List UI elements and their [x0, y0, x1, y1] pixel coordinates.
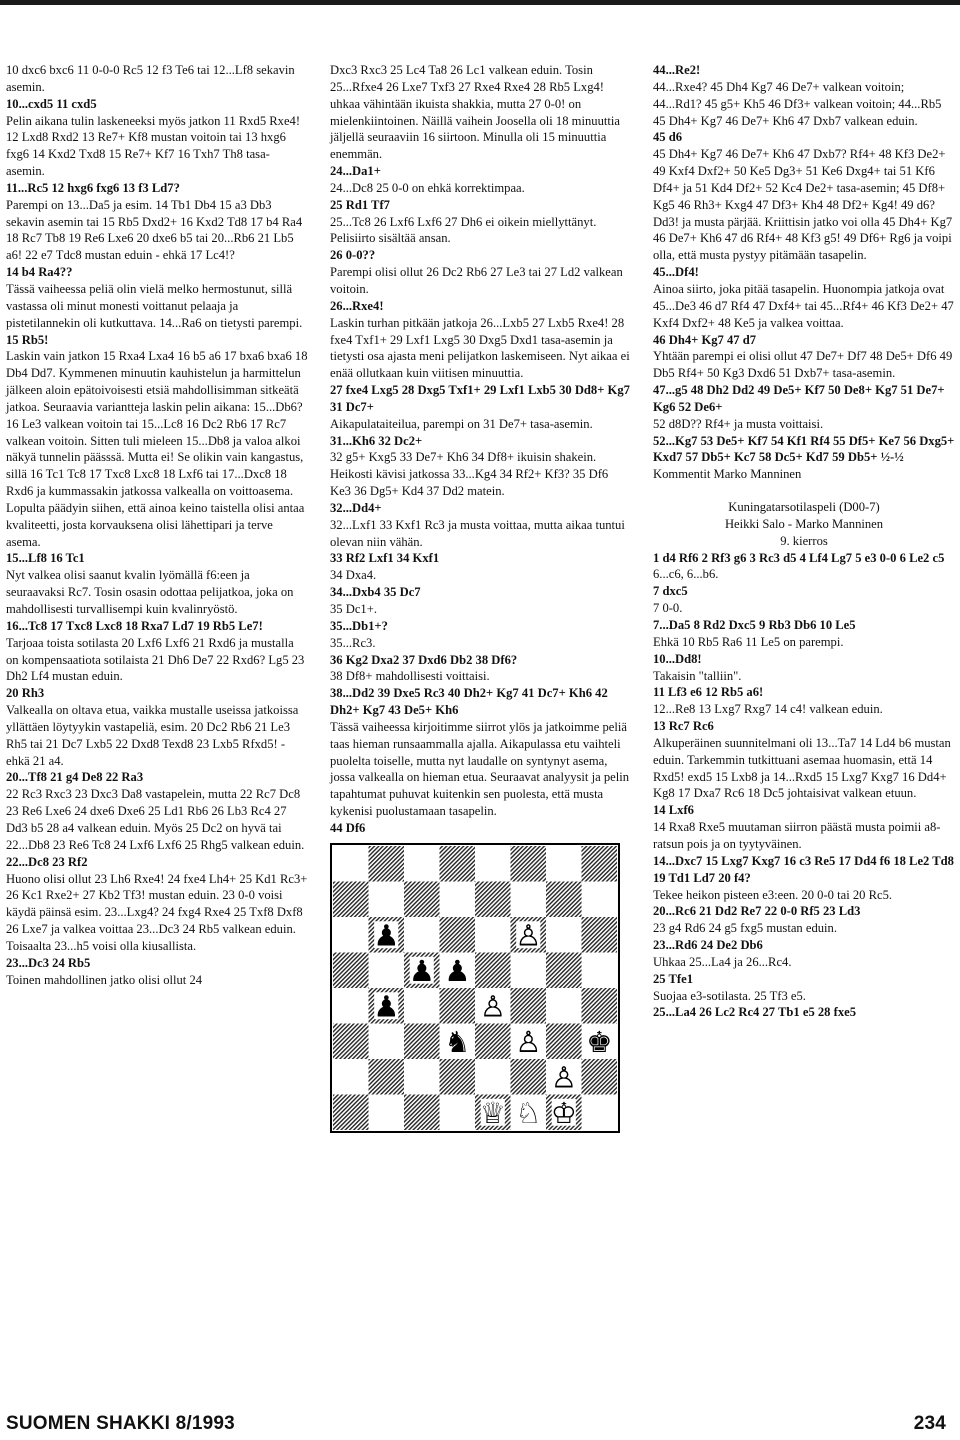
- commentary-paragraph: Parempi on 13...Da5 ja esim. 14 Tb1 Db4 15 a3 Db3 sekavin asemin tai 15 Rb5 Dxd2+ 16 Kxd2 Td8 17 b4 Ra4 18 Rc7 Tb8 19 Re6 Lxe6 20 dxe6 b5 tai 20...Rb6 21 Lb5 a6! 22 e7 Tdc8 mustan eduin - ehkä 17 Lc4!?: [6, 197, 303, 263]
- commentary-paragraph: Suojaa e3-sotilasta. 25 Tf3 e5.: [653, 988, 806, 1003]
- move-line: 27 fxe4 Lxg5 28 Dxg5 Txf1+ 29 Lxf1 Lxb5 30 Dd8+ Kg7 31 Dc7+: [330, 383, 630, 414]
- commentary-paragraph: Dxc3 Rxc3 25 Lc4 Ta8 26 Lc1 valkean eduin. Tosin 25...Rfxe4 26 Lxe7 Txf3 27 Rxe4 Rxe4 28 Rb5 Lxg4! uhkaa vähintään ikuista shakkia, mutta 27 0-0! on mielenkiintoinen. Näillä vaihein Joosella oli 18 minuuttia jäljellä seuraaviin 16 siirtoon. Minulla oli 15 minuuttia enemmän.: [330, 63, 620, 162]
- chess-piece-e1-icon: ♕: [479, 1095, 506, 1130]
- text-column-3: [653, 62, 955, 1021]
- dark-square: [404, 881, 440, 917]
- commentary-paragraph: Ehkä 10 Rb5 Ra6 11 Le5 on parempi.: [653, 634, 844, 649]
- move-line: 26...Rxe4!: [330, 298, 384, 313]
- dark-square: [582, 988, 618, 1024]
- move-line: 35...Db1+?: [330, 618, 388, 633]
- commentary-paragraph: 44...Rxe4? 45 Dh4 Kg7 46 De7+ valkean voitoin; 44...Rd1? 45 g5+ Kh5 46 Df3+ valkean voitoin; 44...Rb5 45 Dh4+ Kg7 46 De7+ Kh6 47 Dxb7 valkean eduin.: [653, 79, 942, 128]
- commentary-paragraph: 24...Dc8 25 0-0 on ehkä korrektimpaa.: [330, 180, 525, 195]
- move-line: 22...Dc8 23 Rf2: [6, 854, 88, 869]
- move-line: 32...Dd4+: [330, 500, 382, 515]
- move-line: 20...Tf8 21 g4 De8 22 Ra3: [6, 770, 144, 785]
- dark-square: [546, 952, 582, 988]
- commentary-paragraph: Uhkaa 25...La4 ja 26...Rc4.: [653, 954, 792, 969]
- commentary-paragraph: 7 0-0.: [653, 601, 683, 616]
- dark-square: [475, 881, 511, 917]
- commentary-paragraph: 22 Rc3 Rxc3 23 Dxc3 Da8 vastapelein, mutta 22 Rc7 Dc8 23 Re6 Lxe6 24 dxe6 Dxe6 25 Ld1 Rb6 26 Lb3 Rc4 27 Dd3 b5 28 a4 valkean eduin. Myös 25 Dc2 on hyvä tai 22...Db8 23 Re6 Tc8 24 Lxf6 Lxf6 25 Rhg5 valkean eduin.: [6, 787, 305, 852]
- move-line: 26 0-0??: [330, 248, 376, 263]
- commentary-paragraph: Kommentit Marko Manninen: [653, 467, 802, 482]
- commentary-paragraph: Valkealla on oltava etua, vaikka mustalle useissa jatkoissa yllättäen löytyykin vastapeliä, esim. 20 Dc2 Rb6 21 Le3 Rh5 tai 21 Dc7 Lxb5 22 Dxd8 Texd8 23 Lxb5 Rfxd5! - ehkä 21 a4.: [6, 703, 299, 768]
- dark-square: [475, 1023, 511, 1059]
- move-line: 23...Rd6 24 De2 Db6: [653, 938, 763, 953]
- dark-square: [404, 1023, 440, 1059]
- dark-square: [333, 1094, 369, 1130]
- commentary-paragraph: 23 g4 Rd6 24 g5 fxg5 mustan eduin.: [653, 921, 837, 936]
- commentary-paragraph: Tässä vaiheessa kirjoitimme siirrot ylös ja jatkoimme peliä taas hieman runsaammalla ajalla. Aikapulassa etu vaihteli puolelta toiselle, mutta nyt laudalle on syntynyt asema, jossa valkealla on hieman etua. Seuraavat analyysit ja pelin tapahtumat puhuvat kuitenkin sen puolesta, että musta kykenisi puolustamaan tasapelin.: [330, 719, 629, 819]
- chess-piece-e4-icon: ♙: [479, 989, 506, 1024]
- commentary-paragraph: 12...Re8 13 Lxg7 Rxg7 14 c4! valkean eduin.: [653, 702, 883, 717]
- move-line: 7 dxc5: [653, 584, 688, 599]
- commentary-paragraph: 10 dxc6 bxc6 11 0-0-0 Rc5 12 f3 Te6 tai 12...Lf8 sekavin asemin.: [6, 63, 295, 94]
- move-line: 31...Kh6 32 Dc2+: [330, 433, 423, 448]
- move-line: 46 Dh4+ Kg7 47 d7: [653, 332, 757, 347]
- chessboard: [330, 843, 620, 1133]
- dark-square: [440, 846, 476, 882]
- commentary-paragraph: Toinen mahdollinen jatko olisi ollut 24: [6, 972, 203, 987]
- commentary-paragraph: 32...Lxf1 33 Kxf1 Rc3 ja musta voittaa, mutta aikaa tuntui olevan niin vähän.: [330, 517, 625, 549]
- move-line: 1 d4 Rf6 2 Rf3 g6 3 Rc3 d5 4 Lf4 Lg7 5 e3 0-0 6 Le2 c5: [653, 550, 945, 565]
- chess-diagram: [330, 843, 620, 1133]
- chess-piece-c5-icon: ♟: [408, 953, 435, 988]
- move-line: 34...Dxb4 35 Dc7: [330, 585, 421, 600]
- text-column-2: [330, 62, 632, 1133]
- move-line: 16...Tc8 17 Txc8 Lxc8 18 Rxa7 Ld7 19 Rb5 Le7!: [6, 618, 263, 633]
- move-line: 15 Rb5!: [6, 332, 49, 347]
- commentary-paragraph: Laskin vain jatkon 15 Rxa4 Lxa4 16 b5 a6 17 bxa6 bxa6 18 Db4 Dd7. Kymmenen minuutin kauhistelun ja harmittelun jälkeen aloin epätoivoisesti etsiä mahdollisimman sitkeätä jatkoa. Seuraavia variantteja laskin pelin aikana: 15...Db6? 16 Le3 valkean voitoin tai 15...Lc8 16 Dc2 Rb6 17 Rc7 valkean voitoin. Sitten tuli mieleen 15...Db8 ja valoa alkoi näkyä tunnelin päässsä. Mutta ei! Se olikin vain kangastus, sillä 16 Tc1 Tc8 17 Txc8 Lxc8 18 Lxf6 tai 17...Dxc8 18 Rxd6 ja kummassakin jatkossa valkealla on voittoasema. Lopulta päädyin siihen, että ainoa keino taistella olisi antaa kvaliteetti, josta korvauksena olisi lähettipari ja terve asema.: [6, 349, 308, 549]
- move-line: 23...Dc3 24 Rb5: [6, 955, 91, 970]
- chess-piece-g2-icon: ♙: [550, 1060, 577, 1095]
- dark-square: [546, 1023, 582, 1059]
- commentary-paragraph: 35 Dc1+.: [330, 602, 377, 616]
- move-line: 24...Da1+: [330, 164, 381, 179]
- move-line: 33 Rf2 Lxf1 34 Kxf1: [330, 551, 440, 566]
- commentary-paragraph: Pelin aikana tulin laskeneeksi myös jatkon 11 Rxd5 Rxe4! 12 Lxd8 Rxd2 13 Re7+ Kf8 mustan voitoin tai 13 hxg6 fxg6 14 Kxd2 Txd8 15 Re7+ Kf7 16 Txh7 Th8 tasa-asemin.: [6, 113, 301, 179]
- chess-piece-b4-icon: ♟: [373, 989, 400, 1024]
- dark-square: [333, 1023, 369, 1059]
- dark-square: [333, 952, 369, 988]
- move-line: 15...Lf8 16 Tc1: [6, 551, 85, 566]
- commentary-paragraph: Tässä vaiheessa peliä olin vielä melko hermostunut, sillä vastassa oli minut monesti voittanut pelaaja ja pistetilannekin oli kutkuttava. 14...Ra6 on tietysti parempi.: [6, 281, 303, 330]
- chess-piece-f6-icon: ♙: [515, 918, 542, 953]
- commentary-paragraph: 32 g5+ Kxg5 33 De7+ Kh6 34 Df8+ ikuisin shakein. Heikosti kävisi jatkossa 33...Kg4 34 Rf2+ Kf3? 35 Df6 Ke3 36 Dg5+ Kd4 37 Dd2 matein.: [330, 450, 609, 499]
- move-line: 14...Dxc7 15 Lxg7 Kxg7 16 c3 Re5 17 Dd4 f6 18 Le2 Td8 19 Td1 Ld7 20 f4?: [653, 853, 954, 885]
- move-line: 20 Rh3: [6, 686, 45, 701]
- dark-square: [582, 917, 618, 953]
- move-line: 25...La4 26 Lc2 Rc4 27 Tb1 e5 28 fxe5: [653, 1005, 857, 1020]
- commentary-paragraph: 52 d8D?? Rf4+ ja musta voittaisi.: [653, 416, 824, 431]
- commentary-paragraph: Parempi olisi ollut 26 Dc2 Rb6 27 Le3 tai 27 Ld2 valkean voitoin.: [330, 265, 623, 296]
- commentary-paragraph: Huono olisi ollut 23 Lh6 Rxe4! 24 fxe4 Lh4+ 25 Kd1 Rc3+ 26 Kc1 Rxe2+ 27 Kb2 Tf3! mustan eduin. 23 0-0 voisi käydä päinsä esim. 23...Lxg4? 24 fxg4 Rxe4 25 Txf8 Dxf8 26 Lxe7 ja valkea voittaa 23...Dc3 24 Rb5 valkean eduin. Toisaalta 23...h5 voisi olla kiusallista.: [6, 871, 308, 953]
- dark-square: [369, 1059, 405, 1095]
- move-line: 20...Rc6 21 Dd2 Re7 22 0-0 Rf5 23 Ld3: [653, 904, 861, 919]
- chess-piece-h3-icon: ♚: [586, 1024, 613, 1059]
- dark-square: [511, 1059, 547, 1095]
- chess-piece-g1-icon: ♔: [550, 1095, 577, 1130]
- dark-square: [440, 988, 476, 1024]
- dark-square: [333, 881, 369, 917]
- commentary-paragraph: Takaisin "talliin".: [653, 668, 742, 683]
- dark-square: [440, 917, 476, 953]
- move-line: 14 b4 Ra4??: [6, 265, 73, 280]
- dark-square: [440, 1059, 476, 1095]
- move-line: 44...Re2!: [653, 63, 701, 77]
- game-header-line: Kuningatarsotilaspeli (D00-7): [728, 500, 880, 515]
- commentary-paragraph: Laskin turhan pitkään jatkoja 26...Lxb5 27 Lxb5 Rxe4! 28 fxe4 Txf1+ 29 Lxf1 Lxg5 30 Dxg5 Dxd1 tasa-asemin ja tietysti osa ajasta meni pelijatkon laskemiseen. Nyt aikaa ei enää ollutkaan kuin viitisen minuuttia.: [330, 315, 630, 381]
- move-line: 45...Df4!: [653, 265, 699, 280]
- commentary-paragraph: 14 Rxa8 Rxe5 muutaman siirron päästä musta poimii a8-ratsun pois ja on tyytyväinen.: [653, 820, 941, 851]
- game-header-line: 9. kierros: [780, 533, 828, 548]
- chess-piece-d5-icon: ♟: [444, 953, 471, 988]
- page-number: 234: [913, 1413, 946, 1434]
- move-line: 52...Kg7 53 De5+ Kf7 54 Kf1 Rf4 55 Df5+ Ke7 56 Dxg5+ Kxd7 57 Db5+ Kc7 58 Dc5+ Kd7 59 Db5+ ½-½: [653, 433, 955, 465]
- commentary-paragraph: Yhtään parempi ei olisi ollut 47 De7+ Df7 48 De5+ Df6 49 Db5 Rf4+ 50 Kg3 Dxd6 51 Dxb7+ tasa-asemin.: [653, 349, 953, 381]
- game-header-line: Heikki Salo - Marko Manninen: [724, 516, 884, 531]
- commentary-paragraph: 45 Dh4+ Kg7 46 De7+ Kh6 47 Dxb7? Rf4+ 48 Kf3 De2+ 49 Kxf4 Dxf2+ 50 Ke5 Dg3+ 51 Ke6 Dxg4+ tai 51 Kf6 Df4+ ja 51 Kd4 Df2+ 52 Kc4 De2+ tasa-asemin; 45 Df8+ Kg5 46 Rh3+ Kxg4 47 Df3+ Kh4 48 Df2+ Kg4! 49 d6? Dd3! ja musta pärjää. Kriittisin jatko voi olla 45 Dh4+ Kg7 46 De7+ Kh6 47 d6 Rf4+ 48 Kf3 g5! 49 Df6+ Rg6 ja voipi olla, että musta pystyy pitämään tasapelin.: [653, 147, 953, 263]
- move-line: 13 Rc7 Rc6: [653, 719, 714, 734]
- move-line: 7...Da5 8 Rd2 Dxc5 9 Rb3 Db6 10 Le5: [653, 618, 856, 632]
- commentary-paragraph: 34 Dxa4.: [330, 568, 377, 583]
- commentary-paragraph: Tekee heikon pisteen e3:een. 20 0-0 tai 20 Rc5.: [653, 887, 893, 902]
- chess-piece-b6-icon: ♟: [373, 918, 400, 953]
- move-line: 25 Tfe1: [653, 971, 693, 986]
- move-line: 11 Lf3 e6 12 Rb5 a6!: [653, 685, 764, 700]
- dark-square: [546, 881, 582, 917]
- move-line: 14 Lxf6: [653, 803, 694, 818]
- chess-piece-d3-icon: ♞: [444, 1024, 471, 1059]
- commentary-paragraph: 38 Df8+ mahdollisesti voittaisi.: [330, 669, 490, 684]
- commentary-paragraph: Nyt valkea olisi saanut kvalin lyömällä f6:een ja seuraavaksi Rc7. Tosin osasin odottaa pelijatkoa, joka on mahdollisesti turvallisempi kuin kvalinryöstö.: [6, 568, 294, 616]
- chess-piece-f1-icon: ♘: [515, 1095, 542, 1130]
- dark-square: [369, 846, 405, 882]
- move-line: 44 Df6: [330, 820, 366, 835]
- move-line: 38...Dd2 39 Dxe5 Rc3 40 Dh2+ Kg7 41 Dc7+ Kh6 42 Dh2+ Kg7 43 De5+ Kh6: [330, 686, 608, 718]
- move-line: 25 Rd1 Tf7: [330, 197, 390, 212]
- dark-square: [511, 988, 547, 1024]
- dark-square: [582, 846, 618, 882]
- magazine-title: SUOMEN SHAKKI 8/1993: [6, 1413, 235, 1434]
- move-line: 36 Kg2 Dxa2 37 Dxd6 Db2 38 Df6?: [330, 652, 518, 667]
- chess-piece-f3-icon: ♙: [515, 1024, 542, 1059]
- commentary-paragraph: 35...Rc3.: [330, 635, 376, 650]
- dark-square: [511, 846, 547, 882]
- dark-square: [475, 952, 511, 988]
- move-line: 10...Dd8!: [653, 651, 702, 666]
- move-line: 47...g5 48 Dh2 Dd2 49 De5+ Kf7 50 De8+ Kg7 51 De7+ Kg6 52 De6+: [653, 383, 945, 414]
- commentary-paragraph: Ainoa siirto, joka pitää tasapelin. Huonompia jatkoja ovat 45...De3 46 d7 Rf4 47 Dxf4+ tai 45...Rf4+ 46 Kf3 De2+ 47 Kxf4 Dxf2+ 48 Ke5 ja valkea voittaa.: [653, 281, 954, 330]
- dark-square: [582, 1059, 618, 1095]
- move-line: 11...Rc5 12 hxg6 fxg6 13 f3 Ld7?: [6, 180, 180, 195]
- dark-square: [404, 1094, 440, 1130]
- text-column-1: [6, 62, 308, 988]
- move-line: 10...cxd5 11 cxd5: [6, 96, 97, 111]
- commentary-paragraph: Tarjoaa toista sotilasta 20 Lxf6 Lxf6 21 Rxd6 ja mustalla on kompensaatiota sotilaista 21 Dh6 De7 22 Rxd6? Lg5 23 Dh2 Lf4 mustan eduin.: [6, 635, 305, 684]
- commentary-paragraph: 25...Tc8 26 Lxf6 Lxf6 27 Dh6 ei oikein miellyttänyt. Pelisiirto sisältää ansan.: [330, 214, 597, 246]
- move-line: 45 d6: [653, 130, 683, 145]
- commentary-paragraph: Alkuperäinen suunnitelmani oli 13...Ta7 14 Ld4 b6 mustan eduin. Tarkemmin tutkittuani asemaa huomasin, että 14 Rxd5! exd5 15 Lxb8 ja 14...Rxd5 15 Lxg7 Kxg7 16 Dd4+ Kg8 17 Dxa7 Rc6 18 Dc5 johtaisivat valkean etuun.: [653, 735, 951, 801]
- top-rule: [0, 0, 960, 5]
- commentary-paragraph: Aikapulataiteilua, parempi on 31 De7+ tasa-asemin.: [330, 416, 593, 431]
- commentary-paragraph: 6...c6, 6...b6.: [653, 567, 719, 582]
